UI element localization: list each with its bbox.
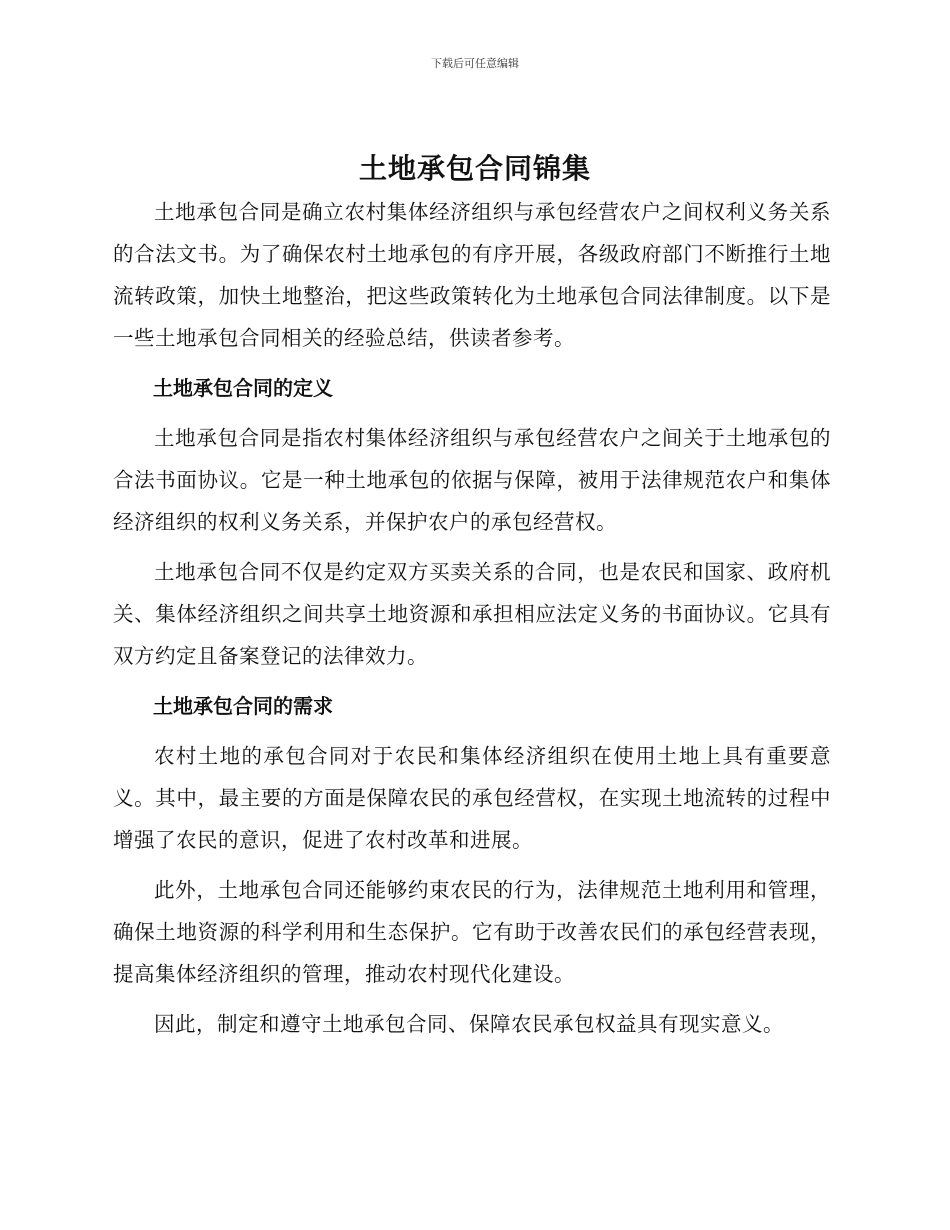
demand-paragraph-1: 农村土地的承包合同对于农民和集体经济组织在使用土地上具有重要意义。其中，最主要的方面是保障农民的承包经营权，在实现土地流转的过程中增强了农民的意识，促进了农村改革和进展。 bbox=[113, 744, 831, 852]
demand-paragraph-2: 此外，土地承包合同还能够约束农民的行为，法律规范土地利用和管理，确保土地资源的科学利用和生态保护。它有助于改善农民们的承包经营表现，提高集体经济组织的管理，推动农村现代化建设。 bbox=[113, 878, 831, 986]
definition-paragraph-1: 土地承包合同是指农村集体经济组织与承包经营农户之间关于土地承包的合法书面协议。它是一种土地承包的依据与保障，被用于法律规范农户和集体经济组织的权利义务关系，并保护农户的承包经营权。 bbox=[113, 426, 831, 534]
document-title: 土地承包合同锦集 bbox=[358, 152, 591, 185]
definition-paragraph-2: 土地承包合同不仅是约定双方买卖关系的合同，也是农民和国家、政府机关、集体经济组织之间共享土地资源和承担相应法定义务的书面协议。它具有双方约定且备案登记的法律效力。 bbox=[113, 560, 831, 668]
section-heading-definition: 土地承包合同的定义 bbox=[153, 376, 333, 400]
section-heading-demand: 土地承包合同的需求 bbox=[153, 694, 333, 718]
demand-paragraph-3: 因此，制定和遵守土地承包合同、保障农民承包权益具有现实意义。 bbox=[154, 1012, 784, 1036]
page-header: 下载后可任意编辑 bbox=[431, 57, 519, 70]
intro-paragraph: 土地承包合同是确立农村集体经济组织与承包经营农户之间权利义务关系的合法文书。为了确保农村土地承包的有序开展，各级政府部门不断推行土地流转政策，加快土地整治，把这些政策转化为土地承包合同法律制度。以下是一些土地承包合同相关的经验总结，供读者参考。 bbox=[113, 200, 831, 350]
document-body bbox=[113, 191, 831, 1045]
